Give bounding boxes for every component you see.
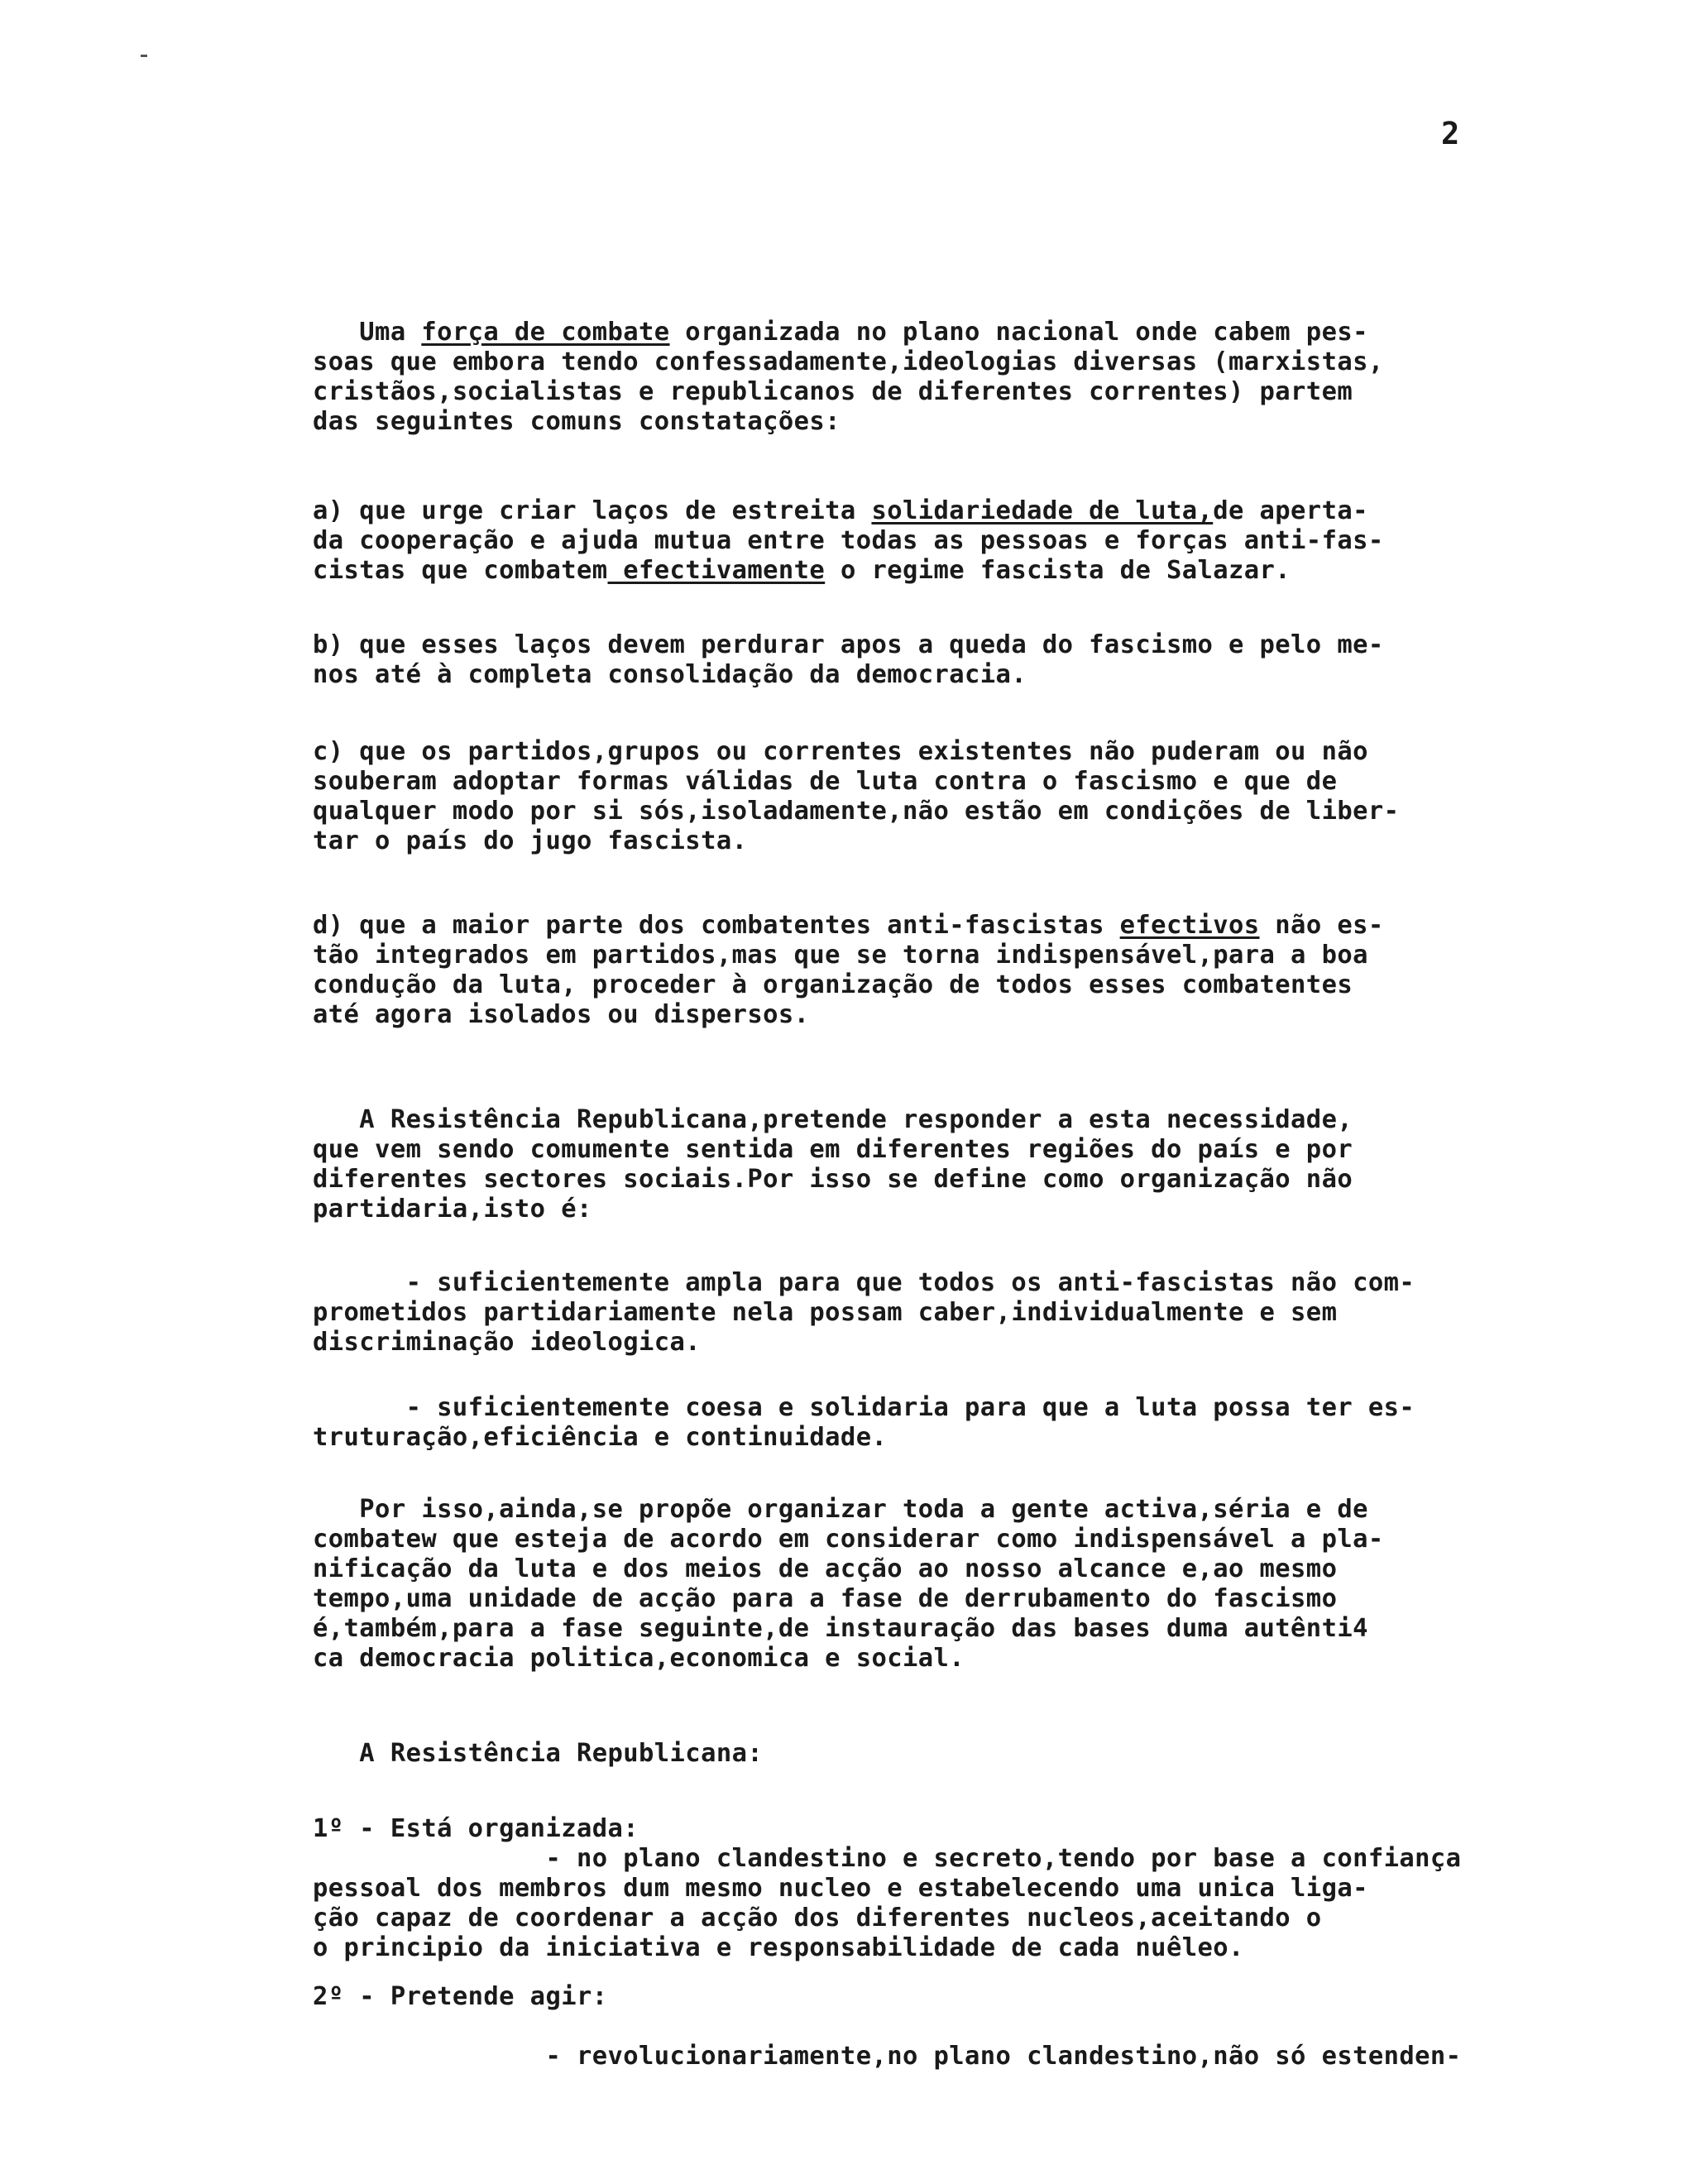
- text-run: condução da luta, proceder à organização de todos esses combatentes: [313, 970, 1353, 999]
- text-line: [313, 1554, 1620, 1584]
- text-line: [313, 1495, 1620, 1525]
- text-line: [313, 660, 1620, 690]
- text-run: - no plano clandestino e secreto,tendo por base a confiança: [313, 1844, 1462, 1873]
- text-run: prometidos partidariamente nela possam caber,individualmente e sem: [313, 1298, 1338, 1327]
- text-run: Por isso,ainda,se propõe organizar toda a gente activa,séria e de: [313, 1495, 1368, 1524]
- text-line: [313, 318, 1620, 347]
- text-run: ção capaz de coordenar a acção dos diferentes nucleos,aceitando o: [313, 1904, 1322, 1933]
- text-line: [313, 1982, 1620, 2012]
- text-line: [313, 1874, 1620, 1904]
- text-line: [313, 2042, 1620, 2071]
- text-line: [313, 1844, 1620, 1874]
- text-run: - suficientemente coesa e solidaria para que a luta possa ter es-: [313, 1393, 1415, 1422]
- text-line: [313, 941, 1620, 970]
- page-number: 2: [1441, 116, 1460, 151]
- text-line: [313, 1393, 1620, 1423]
- text-run: c) que os partidos,grupos ou correntes existentes não puderam ou não: [313, 737, 1368, 766]
- text-line: [313, 526, 1620, 556]
- text-line: [313, 1904, 1620, 1933]
- section-heading: [313, 1739, 1620, 1769]
- text-run: - revolucionariamente,no plano clandestino,não só estenden-: [313, 2042, 1462, 2071]
- text-run: - suficientemente ampla para que todos os anti-fascistas não com-: [313, 1268, 1415, 1297]
- text-run: soas que embora tendo confessadamente,ideologias diversas (marxistas,: [313, 347, 1384, 376]
- text-line: [313, 1328, 1620, 1358]
- text-run: pessoal dos membros dum mesmo nucleo e estabelecendo uma unica liga-: [313, 1874, 1368, 1903]
- text-line: [313, 826, 1620, 856]
- underlined-text: força de combate: [421, 318, 670, 347]
- text-line: [313, 1584, 1620, 1614]
- text-run: nificação da luta e dos meios de acção ao nosso alcance e,ao mesmo: [313, 1554, 1338, 1583]
- text-line: [313, 630, 1620, 660]
- text-run: o regime fascista de Salazar.: [825, 556, 1291, 585]
- paragraph-por-isso: [313, 1495, 1620, 1674]
- text-run: ca democracia politica,economica e social.: [313, 1644, 965, 1673]
- text-run: a) que urge criar laços de estreita: [313, 496, 872, 525]
- text-run: A Resistência Republicana,pretende responder a esta necessidade,: [313, 1105, 1353, 1134]
- text-line: [313, 2012, 1620, 2042]
- text-line: [313, 496, 1620, 526]
- text-run: Uma: [313, 318, 422, 347]
- text-run: cistas que combatem: [313, 556, 608, 585]
- text-line: [313, 797, 1620, 826]
- text-run: é,também,para a fase seguinte,de instauração das bases duma autênti4: [313, 1614, 1368, 1643]
- text-line: [313, 1423, 1620, 1453]
- text-line: [313, 1195, 1620, 1224]
- paragraph-a: [313, 496, 1620, 586]
- text-run: tempo,uma unidade de acção para a fase de derrubamento do fascismo: [313, 1584, 1338, 1613]
- paragraph-c: [313, 737, 1620, 856]
- text-run: partidaria,isto é:: [313, 1195, 592, 1224]
- paragraph-b: [313, 630, 1620, 690]
- text-run: diferentes sectores sociais.Por isso se define como organização não: [313, 1165, 1353, 1194]
- text-run: d) que a maior parte dos combatentes anti-fascistas: [313, 911, 1120, 940]
- text-line: [313, 1165, 1620, 1195]
- underlined-text: efectivos: [1119, 911, 1260, 940]
- text-run: discriminação ideologica.: [313, 1328, 702, 1357]
- text-line: [313, 556, 1620, 586]
- text-run: A Resistência Republicana:: [313, 1739, 764, 1768]
- text-run: da cooperação e ajuda mutua entre todas as pessoas e forças anti-fas-: [313, 526, 1384, 555]
- text-line: [313, 1000, 1620, 1030]
- list-item-2: [313, 1982, 1620, 2071]
- text-line: [313, 377, 1620, 407]
- text-run: de aperta-: [1213, 496, 1368, 525]
- text-run: nos até à completa consolidação da democracia.: [313, 660, 1027, 689]
- text-run: qualquer modo por si sós,isoladamente,não estão em condições de liber-: [313, 797, 1400, 826]
- text-line: [313, 1739, 1620, 1769]
- text-line: [313, 1614, 1620, 1644]
- text-line: [313, 347, 1620, 377]
- text-line: [313, 1525, 1620, 1554]
- text-line: [313, 1135, 1620, 1165]
- text-run: organizada no plano nacional onde cabem pes-: [669, 318, 1368, 347]
- text-run: que vem sendo comumente sentida em diferentes regiões do país e por: [313, 1135, 1353, 1164]
- text-run: das seguintes comuns constatações:: [313, 407, 840, 436]
- text-run: tão integrados em partidos,mas que se torna indispensável,para a boa: [313, 941, 1368, 970]
- text-run: souberam adoptar formas válidas de luta contra o fascismo e que de: [313, 767, 1338, 796]
- text-line: [313, 767, 1620, 797]
- paragraph-dash-coesa: [313, 1393, 1620, 1453]
- text-run: 1º - Está organizada:: [313, 1814, 639, 1843]
- underlined-text: solidariedade de luta,: [871, 496, 1214, 525]
- scan-speck: [141, 55, 147, 57]
- paragraph-d: [313, 911, 1620, 1030]
- text-run: até agora isolados ou dispersos.: [313, 1000, 810, 1029]
- text-line: [313, 911, 1620, 941]
- text-line: [313, 1814, 1620, 1844]
- text-run: tar o país do jugo fascista.: [313, 826, 748, 855]
- text-run: cristãos,socialistas e republicanos de diferentes correntes) partem: [313, 377, 1353, 406]
- text-line: [313, 737, 1620, 767]
- paragraph-intro: [313, 318, 1620, 437]
- paragraph-dash-ampla: [313, 1268, 1620, 1358]
- text-run: 2º - Pretende agir:: [313, 1982, 608, 2011]
- text-run: o principio da iniciativa e responsabilidade de cada nuêleo.: [313, 1933, 1244, 1962]
- text-line: [313, 407, 1620, 437]
- paragraph-resistencia: [313, 1105, 1620, 1224]
- text-line: [313, 1105, 1620, 1135]
- text-run: não es-: [1259, 911, 1384, 940]
- underlined-text: efectivamente: [607, 556, 826, 585]
- text-line: [313, 970, 1620, 1000]
- text-line: [313, 1298, 1620, 1328]
- list-item-1: [313, 1814, 1620, 1963]
- text-line: [313, 1644, 1620, 1674]
- text-run: b) que esses laços devem perdurar apos a queda do fascismo e pelo me-: [313, 630, 1384, 659]
- text-run: truturação,eficiência e continuidade.: [313, 1423, 888, 1452]
- text-line: [313, 1933, 1620, 1963]
- text-line: [313, 1268, 1620, 1298]
- text-run: combatew que esteja de acordo em considerar como indispensável a pla-: [313, 1525, 1384, 1554]
